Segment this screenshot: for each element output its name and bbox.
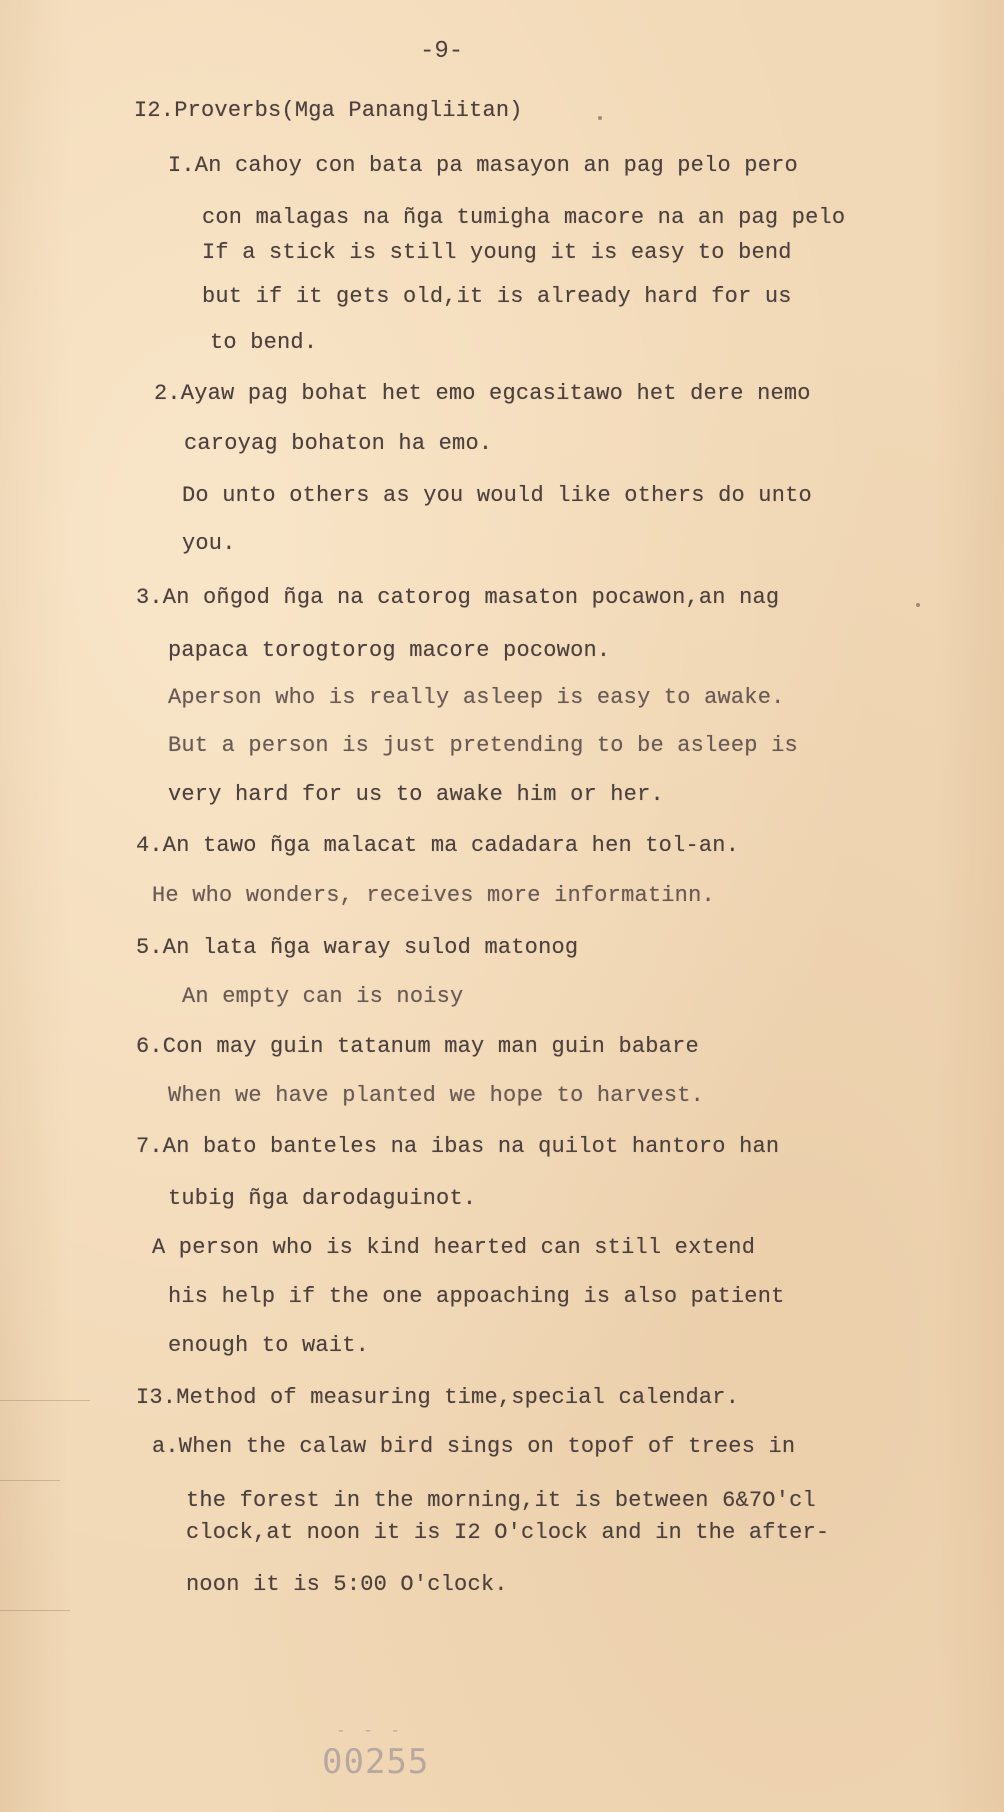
proverb-2-line-4: you.: [182, 531, 236, 556]
proverb-2-line-3: Do unto others as you would like others do unto: [182, 483, 812, 508]
proverb-3-line-5: very hard for us to awake him or her.: [168, 782, 664, 807]
section-13-heading: I3.Method of measuring time,special calendar.: [136, 1385, 740, 1410]
proverb-1-line-4: but if it gets old,it is already hard for us: [202, 284, 792, 309]
ink-speck: [916, 603, 920, 607]
stamp-dashes: - - -: [336, 1722, 405, 1740]
proverb-1-line-5: to bend.: [210, 330, 318, 355]
proverb-3-line-1: 3.An oñgod ñga na catorog masaton pocawon,an nag: [136, 585, 780, 610]
proverb-2-line-2: caroyag bohaton ha emo.: [184, 431, 493, 456]
proverb-5-line-1: 5.An lata ñga waray sulod matonog: [136, 935, 579, 960]
method-a-line-2: the forest in the morning,it is between 6&7O'cl: [186, 1488, 816, 1513]
proverb-7-line-1: 7.An bato banteles na ibas na quilot hantoro han: [136, 1134, 780, 1159]
method-a-line-1: a.When the calaw bird sings on topof of trees in: [152, 1434, 796, 1459]
proverb-7-line-2: tubig ñga darodaguinot.: [168, 1186, 477, 1211]
proverb-7-line-5: enough to wait.: [168, 1333, 370, 1358]
proverb-7-line-4: his help if the one appoaching is also patient: [168, 1284, 785, 1309]
proverb-2-line-1: 2.Ayaw pag bohat het emo egcasitawo het dere nemo: [154, 381, 811, 406]
proverb-6-line-2: When we have planted we hope to harvest.: [168, 1083, 705, 1108]
paper-edge-mark: [0, 1400, 90, 1401]
method-a-line-4: noon it is 5:00 O'clock.: [186, 1572, 508, 1597]
page-number: -9-: [420, 38, 464, 65]
proverb-1-line-2: con malagas na ñga tumigha macore na an pag pelo: [202, 205, 846, 230]
proverb-3-line-2: papaca torogtorog macore pocowon.: [168, 638, 611, 663]
proverb-3-line-3: Aperson who is really asleep is easy to awake.: [168, 685, 785, 710]
proverb-1-line-3: If a stick is still young it is easy to bend: [202, 240, 792, 265]
ink-speck: [598, 116, 602, 120]
method-a-line-3: clock,at noon it is I2 O'clock and in the after-: [186, 1520, 830, 1545]
proverb-5-line-2: An empty can is noisy: [182, 984, 464, 1009]
proverb-4-line-1: 4.An tawo ñga malacat ma cadadara hen tol-an.: [136, 833, 740, 858]
section-12-heading: I2.Proverbs(Mga Panangliitan): [134, 98, 523, 123]
paper-edge-mark: [0, 1480, 60, 1481]
archive-stamp-number: 00255: [322, 1742, 430, 1782]
proverb-6-line-1: 6.Con may guin tatanum may man guin babare: [136, 1034, 699, 1059]
proverb-1-line-1: I.An cahoy con bata pa masayon an pag pelo pero: [168, 153, 798, 178]
proverb-7-line-3: A person who is kind hearted can still extend: [152, 1235, 756, 1260]
proverb-3-line-4: But a person is just pretending to be asleep is: [168, 733, 798, 758]
proverb-4-line-2: He who wonders, receives more informatinn.: [152, 883, 715, 908]
paper-edge-mark: [0, 1610, 70, 1611]
